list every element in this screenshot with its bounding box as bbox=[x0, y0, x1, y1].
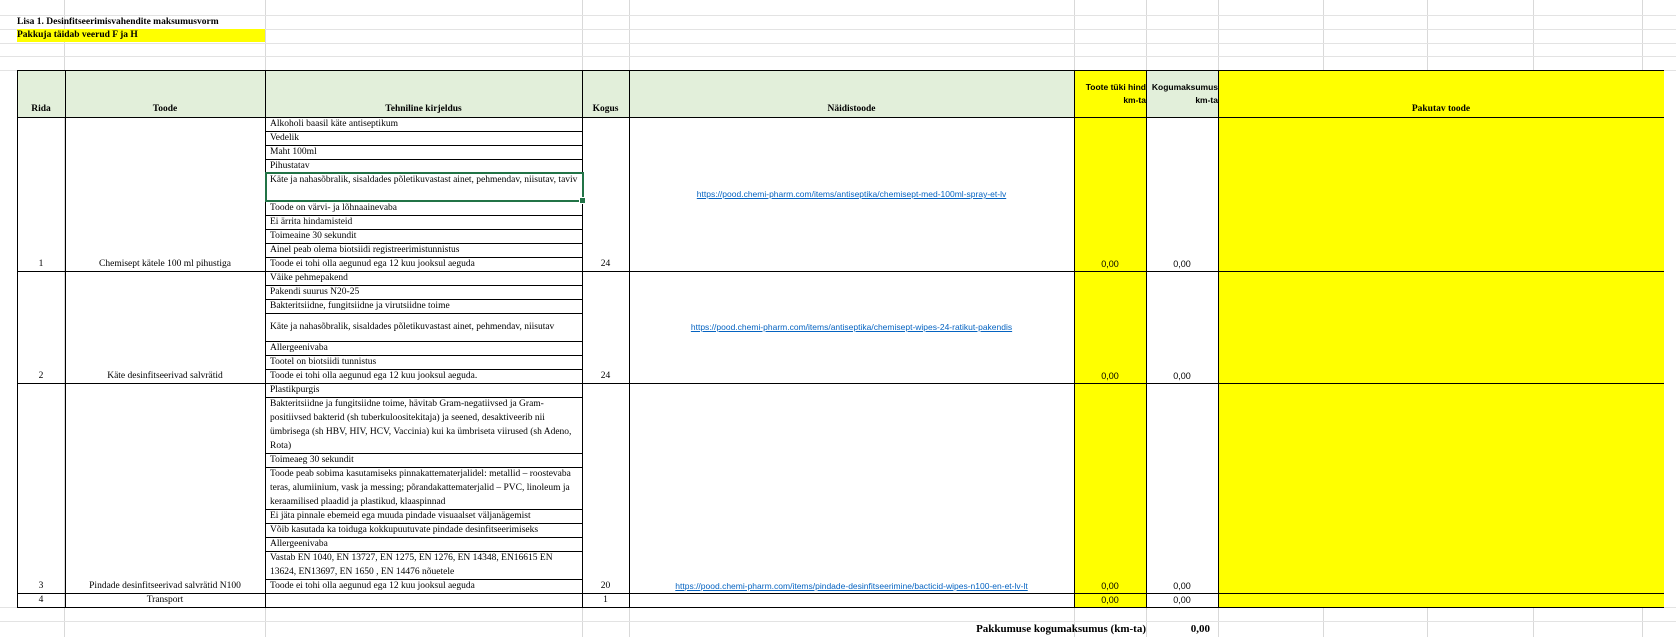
table-border bbox=[265, 397, 582, 398]
row-number[interactable]: 3 bbox=[38, 581, 44, 591]
table-border bbox=[265, 453, 582, 454]
grand-total-value[interactable]: 0,00 bbox=[1190, 623, 1210, 635]
table-border bbox=[17, 383, 1664, 384]
spec-text: Maht 100ml bbox=[270, 147, 317, 157]
spec-text: Tootel on biotsiidi tunnistus bbox=[270, 357, 377, 367]
table-border bbox=[265, 299, 582, 300]
table-border bbox=[265, 215, 582, 216]
spec-cell[interactable] bbox=[267, 215, 581, 229]
table-border bbox=[265, 145, 582, 146]
table-border bbox=[265, 369, 582, 370]
spec-cell[interactable] bbox=[267, 145, 581, 159]
product-name[interactable]: Chemisept kätele 100 ml pihustiga bbox=[99, 259, 231, 269]
spec-text: Toode peab sobima kasutamiseks pinnakattematerjalidel: metallid – roostevaba teras, alumiinium, vask ja messing; põrandakattematerjalid – PVC, linoleum ja keraamilised plaadid ja plastikud, klaaspinnad bbox=[270, 469, 571, 507]
header-kogus[interactable]: Kogus bbox=[582, 71, 629, 117]
spec-cell[interactable] bbox=[267, 285, 581, 299]
spec-cell[interactable] bbox=[267, 537, 581, 551]
spec-text: Plastikpurgis bbox=[270, 385, 320, 395]
spec-text: Toode ei tohi olla aegunud ega 12 kuu jooksul aeguda. bbox=[270, 371, 478, 381]
table-border bbox=[65, 70, 66, 608]
unit-price[interactable]: 0,00 bbox=[1101, 259, 1119, 269]
table-border bbox=[17, 70, 18, 608]
product-name[interactable]: Transport bbox=[146, 595, 184, 605]
table-border bbox=[265, 537, 582, 538]
spec-text: Alkoholi baasil käte antiseptikum bbox=[270, 119, 398, 129]
spec-cell[interactable] bbox=[267, 383, 581, 397]
spec-cell[interactable] bbox=[267, 159, 581, 173]
spec-cell[interactable] bbox=[267, 523, 581, 537]
spec-cell[interactable] bbox=[267, 397, 581, 453]
table-border bbox=[265, 285, 582, 286]
spec-cell[interactable] bbox=[267, 229, 581, 243]
table-border bbox=[582, 70, 583, 608]
table-border bbox=[1146, 70, 1147, 608]
table-border bbox=[265, 159, 582, 160]
table-border bbox=[265, 70, 266, 608]
row-number[interactable]: 2 bbox=[38, 371, 44, 381]
spec-text: Vedelik bbox=[270, 133, 300, 143]
header-toode[interactable]: Toode bbox=[65, 71, 265, 117]
spec-text: Vastab EN 1040, EN 13727, EN 1275, EN 1276, EN 14348, EN16615 EN 13624, EN13697, EN 1650 , EN 14476 nõuetele bbox=[270, 553, 553, 577]
spec-text: Bakteritsiidne, fungitsiidne ja virutsiidne toime bbox=[270, 301, 450, 311]
spec-text: Võib kasutada ka toiduga kokkupuutuvate pindade desinfitseerimiseks bbox=[270, 525, 539, 535]
table-border bbox=[265, 313, 582, 314]
table-border bbox=[265, 579, 582, 580]
unit-price[interactable]: 0,00 bbox=[1101, 371, 1119, 381]
cell-selection bbox=[265, 172, 584, 202]
row-number[interactable]: 4 bbox=[38, 595, 44, 605]
spec-text: Toode on värvi- ja lõhnaainevaba bbox=[270, 203, 398, 213]
quantity[interactable]: 24 bbox=[600, 371, 611, 381]
header-tehniline-kirjeldus[interactable]: Tehniline kirjeldus bbox=[265, 71, 582, 117]
table-border bbox=[265, 131, 582, 132]
sheet-title[interactable]: Lisa 1. Desinfitseerimisvahendite maksumusvorm bbox=[17, 17, 219, 27]
sample-product-link[interactable]: https://pood.chemi-pharm.com/items/pindade-desinfitseerimine/bacticid-wipes-n100-en-et-lv-lt bbox=[675, 581, 1028, 591]
table-border bbox=[17, 271, 1664, 272]
spec-text: Allergeenivaba bbox=[270, 539, 328, 549]
sample-product-link[interactable]: https://pood.chemi-pharm.com/items/antiseptika/chemisept-wipes-24-ratikut-pakendis bbox=[690, 322, 1013, 332]
spec-text: Ainel peab olema biotsiidi registreerimistunnistus bbox=[270, 245, 460, 255]
table-border bbox=[265, 355, 582, 356]
total-cost[interactable]: 0,00 bbox=[1173, 581, 1191, 591]
table-border bbox=[265, 523, 582, 524]
table-border bbox=[1074, 70, 1075, 608]
spec-text: Väike pehmepakend bbox=[270, 273, 348, 283]
spec-cell[interactable] bbox=[267, 271, 581, 285]
spec-cell[interactable] bbox=[267, 313, 581, 341]
spec-cell[interactable] bbox=[267, 341, 581, 355]
spec-cell[interactable] bbox=[267, 453, 581, 467]
spec-text: Ei ärrita hindamisteid bbox=[270, 217, 353, 227]
table-border bbox=[265, 229, 582, 230]
spec-text: Pakendi suurus N20-25 bbox=[270, 287, 360, 297]
spec-cell[interactable] bbox=[267, 243, 581, 257]
grand-total-label[interactable]: Pakkumuse kogumaksumus (km-ta) bbox=[976, 623, 1146, 635]
table-border bbox=[265, 467, 582, 468]
total-cost[interactable]: 0,00 bbox=[1173, 595, 1191, 605]
table-border bbox=[265, 243, 582, 244]
table-border bbox=[265, 341, 582, 342]
table-border bbox=[265, 257, 582, 258]
spec-text: Bakteritsiidne ja fungitsiidne toime, hävitab Gram-negatiivsed ja Gram-positiivsed bakterid (sh tuberkuloositekitaja) ja seened, desaktiveerib nii ümbrisega (sh HBV, HIV, HCV, Vaccinia) kui ka ümbriseta viirused (sh Adeno, Rota) bbox=[270, 399, 572, 451]
spec-cell[interactable] bbox=[267, 117, 581, 131]
unit-price[interactable]: 0,00 bbox=[1101, 595, 1119, 605]
spec-text: Toimeaine 30 sekundit bbox=[270, 231, 357, 241]
sheet-subtitle[interactable]: Pakkuja täidab veerud F ja H bbox=[17, 29, 265, 42]
table-border bbox=[265, 551, 582, 552]
spec-text: Ei jäta pinnale ebemeid ega muuda pindade visuaalset väljanägemist bbox=[270, 511, 531, 521]
spec-text: Allergeenivaba bbox=[270, 343, 328, 353]
spec-cell[interactable] bbox=[267, 467, 581, 509]
table-border bbox=[1218, 70, 1219, 608]
table-border bbox=[265, 509, 582, 510]
spec-cell[interactable] bbox=[267, 369, 581, 383]
spec-cell[interactable] bbox=[267, 579, 581, 593]
product-name[interactable]: Pindade desinfitseerivad salvrätid N100 bbox=[89, 581, 241, 591]
spec-cell[interactable] bbox=[267, 551, 581, 579]
header-kogu-line2: km-ta bbox=[1195, 94, 1218, 105]
unit-price[interactable]: 0,00 bbox=[1101, 581, 1119, 591]
spec-cell[interactable] bbox=[267, 131, 581, 145]
column-h-fill[interactable] bbox=[1218, 117, 1664, 607]
header-hind-line2: km-ta bbox=[1123, 94, 1146, 105]
table-border bbox=[629, 70, 630, 608]
quantity[interactable]: 20 bbox=[600, 581, 611, 591]
fill-handle[interactable] bbox=[579, 197, 586, 204]
spec-cell[interactable] bbox=[267, 257, 581, 271]
header-toote-tuki-hind[interactable] bbox=[1074, 71, 1146, 117]
spec-text: Käte ja nahasõbralik, sisaldades põletikuvastast ainet, pehmendav, niisutav, taviv bbox=[270, 175, 578, 185]
total-cost[interactable]: 0,00 bbox=[1173, 371, 1191, 381]
table-border bbox=[17, 593, 1664, 594]
header-kogumaksumus[interactable] bbox=[1146, 71, 1218, 117]
quantity[interactable]: 1 bbox=[603, 595, 608, 605]
header-hind-line1: Toote tüki hind bbox=[1085, 81, 1146, 92]
spec-text: Toode ei tohi olla aegunud ega 12 kuu jooksul aeguda bbox=[270, 259, 475, 269]
spec-cell[interactable] bbox=[267, 355, 581, 369]
row-number[interactable]: 1 bbox=[38, 259, 44, 269]
header-rida[interactable]: Rida bbox=[17, 71, 65, 117]
spec-text: Pihustatav bbox=[270, 161, 310, 171]
spec-cell[interactable] bbox=[267, 299, 581, 313]
spec-text: Toode ei tohi olla aegunud ega 12 kuu jooksul aeguda bbox=[270, 581, 475, 591]
spec-cell[interactable] bbox=[267, 509, 581, 523]
sample-product-link[interactable]: https://pood.chemi-pharm.com/items/antiseptika/chemisept-med-100ml-spray-et-lv bbox=[696, 189, 1007, 199]
total-cost[interactable]: 0,00 bbox=[1173, 259, 1191, 269]
header-naidistoode[interactable]: Näidistoode bbox=[629, 71, 1074, 117]
column-f-fill bbox=[1074, 117, 1146, 607]
quantity[interactable]: 24 bbox=[600, 259, 611, 269]
product-name[interactable]: Käte desinfitseerivad salvrätid bbox=[107, 371, 223, 381]
spec-cell[interactable] bbox=[267, 201, 581, 215]
table-border bbox=[17, 117, 1664, 118]
spec-text: Käte ja nahasõbralik, sisaldades põletikuvastast ainet, pehmendav, niisutav bbox=[270, 322, 555, 332]
spec-text: Toimeaeg 30 sekundit bbox=[270, 455, 354, 465]
header-kogu-line1: Kogumaksumus bbox=[1151, 81, 1218, 92]
header-pakutav-toode[interactable]: Pakutav toode bbox=[1218, 71, 1664, 117]
